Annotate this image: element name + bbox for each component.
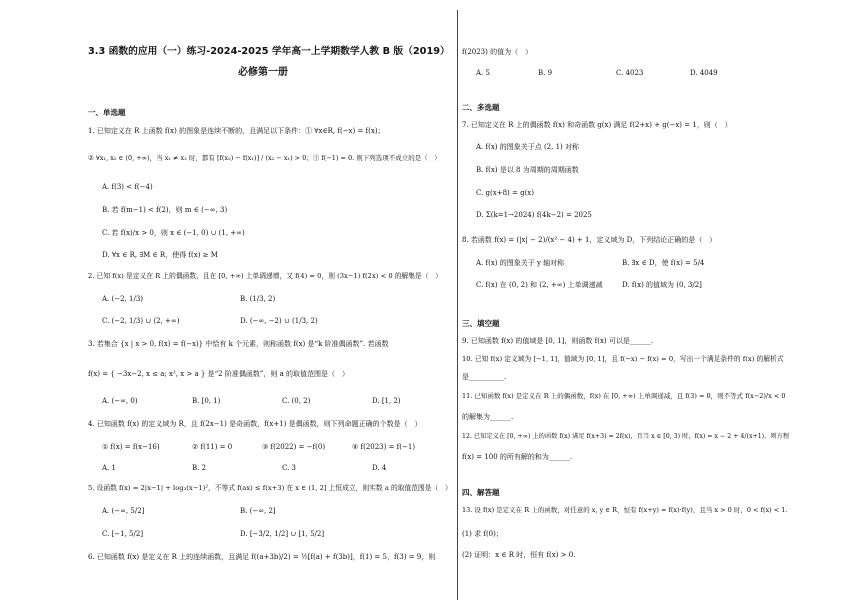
question-text: 10. 已知 f(x) 定义域为 [−1, 1]，值域为 [0, 1]，且 f(−x) − f(x) = 0，写出一个满足条件的 f(x) 的解析式 — [462, 355, 784, 363]
option-b: B. 若 f(m−1) < f(2)，则 m ∈ (−∞, 3) — [102, 206, 228, 214]
option-c: C. (0, 2) — [282, 397, 311, 405]
question-text: 4. 已知函数 f(x) 的定义域为 R，且 f(2x−1) 是奇函数，f(x+1) 是偶函数，则下列命题正确的个数是（ ） — [88, 420, 422, 428]
question-text: ② ∀x₁, x₂ ∈ (0, +∞)，当 x₁ ≠ x₂ 时，都有 [f(x₂) − f(x₁)] / (x₂ − x₁) > 0；③ f(−1) = 0. 则下列选项不成立的是（ ） — [88, 154, 441, 162]
question-text: 是__________. — [462, 373, 507, 381]
option-c: C. 若 f(x)/x > 0，则 x ∈ (−1, 0) ∪ (1, +∞) — [102, 229, 245, 237]
option-a: A. 5 — [476, 69, 490, 77]
option-d: D. [1, 2) — [372, 397, 401, 405]
question-text: 2. 已知 f(x) 是定义在 R 上的偶函数，且在 [0, +∞) 上单调递增，又 f(4) = 0，则 (3x−1) f(2x) < 0 的解集是（ ） — [88, 272, 443, 280]
section-problems: 四、解答题 — [462, 488, 500, 497]
option-d: D. 4049 — [690, 69, 718, 77]
option-d: D. f(x) 的值域为 (0, 3/2] — [622, 281, 702, 289]
question-text: f(x) = { −3x−2, x ≤ a; x², x > a } 是“2 阶准偶函数”，则 a 的取值范围是（ ） — [88, 370, 350, 378]
statement-3: ③ f(2022) = −f(0) — [262, 443, 326, 451]
question-text: 11. 已知函数 f(x) 是定义在 R 上的偶函数，f(x) 在 [0, +∞) 上单调递减，且 f(3) = 0，则不等式 f(x−2)/x < 0 — [462, 392, 786, 400]
option-c: C. 4023 — [616, 69, 644, 77]
option-d: D. (−∞, −2) ∪ (1/3, 2) — [240, 317, 318, 325]
option-b: B. [0, 1) — [192, 397, 221, 405]
section-fill-in: 三、填空题 — [462, 319, 500, 328]
question-text: 的解集为______. — [462, 413, 514, 421]
section-single-choice: 一、单选题 — [88, 108, 126, 117]
question-6-continued: f(2023) 的值为（ ） — [462, 48, 533, 56]
option-a: A. 1 — [102, 464, 116, 472]
option-d: D. [−3/2, 1/2] ∪ [1, 5/2] — [240, 530, 325, 538]
option-c: C. (−2, 1/3) ∪ (2, +∞) — [102, 317, 180, 325]
option-b: B. ∃x ∈ D，使 f(x) = 5/4 — [622, 259, 705, 267]
question-text: 8. 若函数 f(x) = (|x| − 2)/(x² − 4) + 1，定义域为 D，下列结论正确的是（ ） — [462, 236, 717, 244]
column-divider — [457, 10, 458, 600]
option-c: C. g(x+8) = g(x) — [476, 189, 534, 197]
question-text: f(x) = 100 的所有解的和为______. — [462, 453, 573, 461]
page-subtitle: 必修第一册 — [238, 67, 288, 78]
option-b: B. 9 — [538, 69, 553, 77]
question-text: 7. 已知定义在 R 上的偶函数 f(x) 和奇函数 g(x) 满足 f(2+x) + g(−x) = 1，则（ ） — [462, 121, 732, 129]
question-text: 5. 设函数 f(x) = 2|x−1| + log₃(x−1)²，不等式 f(ax) ≤ f(x+3) 在 x ∈ (1, 2] 上恒成立，则实数 a 的取值范围是（ ） — [88, 484, 452, 492]
option-c: C. 3 — [282, 464, 297, 472]
question-part-2: (2) 证明：x ∈ R 时，恒有 f(x) > 0. — [462, 551, 576, 559]
option-c: C. [−1, 5/2] — [102, 530, 144, 538]
option-a: A. (−2, 1/3) — [102, 295, 144, 303]
question-text: 3. 若集合 {x | x > 0, f(x) = f(−x)} 中恰有 k 个元素，则称函数 f(x) 是“k 阶准偶函数”. 若函数 — [88, 340, 389, 348]
statement-1: ① f(x) = f(x−16) — [102, 443, 160, 451]
statement-2: ② f(11) = 0 — [192, 443, 233, 451]
option-a: A. (−∞, 0) — [102, 397, 138, 405]
option-b: B. (−∞, 2] — [240, 507, 276, 515]
question-text: 6. 已知函数 f(x) 是定义在 R 上的连续函数，且满足 f((a+3b)/2) = ½[f(a) + f(3b)]，f(1) = 5，f(3) = 9，则 — [88, 553, 436, 561]
option-b: B. f(x) 是以 8 为周期的周期函数 — [476, 166, 579, 174]
option-a: A. f(3) < f(−4) — [102, 183, 153, 191]
option-d: D. 4 — [372, 464, 387, 472]
section-multiple-choice: 二、多选题 — [462, 103, 500, 112]
option-a: A. (−∞, 5/2] — [102, 507, 145, 515]
option-b: B. 2 — [192, 464, 207, 472]
option-a: A. f(x) 的图象关于点 (2, 1) 对称 — [476, 143, 580, 151]
option-a: A. f(x) 的图象关于 y 轴对称 — [476, 259, 565, 267]
option-d: D. ∀x ∈ R, ∃M ∈ R，使得 f(x) ≥ M — [102, 251, 218, 259]
question-9: 9. 已知函数 f(x) 的值域是 [0, 1]，则函数 f(x) 可以是______. — [462, 337, 654, 345]
page-title: 3.3 函数的应用（一）练习-2024-2025 学年高一上学期数学人教 B 版（2019） — [88, 46, 450, 57]
question-text: 1. 已知定义在 R 上函数 f(x) 的图象是连续不断的，且满足以下条件：① ∀x∈R, f(−x) = f(x)； — [88, 127, 385, 135]
question-part-1: (1) 求 f(0)； — [462, 530, 503, 538]
option-b: B. (1/3, 2) — [240, 295, 276, 303]
question-text: 12. 已知定义在 [0, +∞) 上的函数 f(x) 满足 f(x+3) = 2f(x)，且当 x ∈ [0, 3) 时，f(x) = x − 2 + 4/(x+1)，则方程 — [462, 433, 790, 440]
question-text: 13. 设 f(x) 是定义在 R 上的函数，对任意的 x, y ∈ R，恒有 f(x+y) = f(x)·f(y)，且当 x > 0 时，0 < f(x) < 1. — [462, 506, 788, 514]
option-c: C. f(x) 在 (0, 2) 和 (2, +∞) 上单调递减 — [476, 281, 603, 289]
statement-4: ④ f(2023) = f(−1) — [352, 443, 416, 451]
option-d: D. Σ(k=1→2024) f(4k−2) = 2025 — [476, 211, 592, 219]
